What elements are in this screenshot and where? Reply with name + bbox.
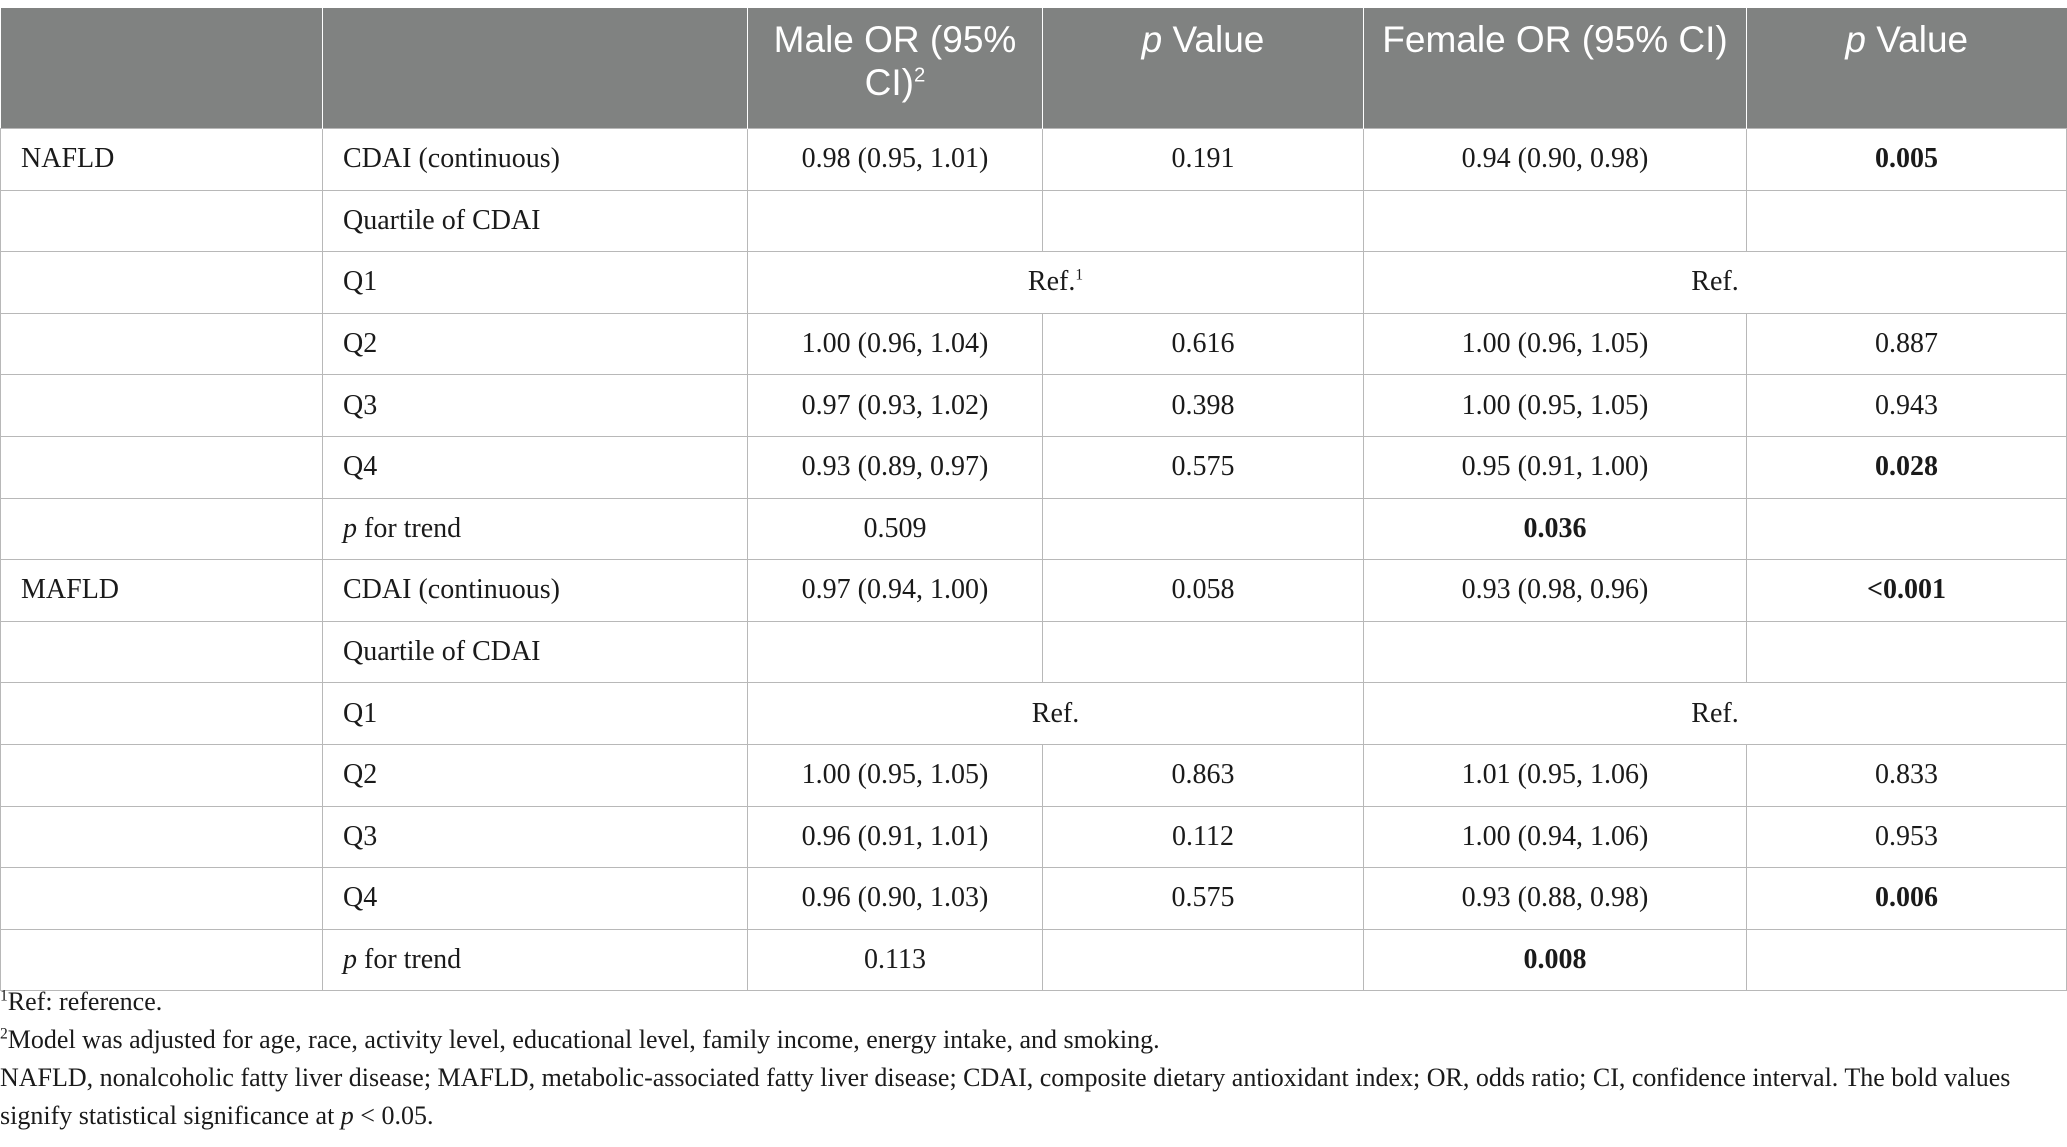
female-p-cell [1747, 929, 2067, 991]
male-p-cell: 0.058 [1043, 560, 1364, 622]
female-trend-cell: 0.008 [1364, 929, 1747, 991]
female-p-cell: 0.833 [1747, 744, 2067, 806]
p-symbol: p [343, 944, 357, 976]
male-or-cell: 0.93 (0.89, 0.97) [748, 436, 1043, 498]
group-label [1, 683, 323, 745]
female-or-cell: 1.00 (0.96, 1.05) [1364, 313, 1747, 375]
female-p-cell [1747, 190, 2067, 252]
group-label: NAFLD [1, 129, 323, 191]
row-label: Q3 [323, 806, 748, 868]
row-label: Q1 [323, 252, 748, 314]
table-row [1, 190, 2067, 252]
table-row [1, 744, 2067, 806]
table-row [1, 621, 2067, 683]
male-or-cell: 0.97 (0.94, 1.00) [748, 560, 1043, 622]
header-female-or: Female OR (95% CI) [1364, 8, 1747, 129]
footnote-marker-1: 1 [1075, 267, 1084, 285]
header-male-or [748, 8, 1043, 129]
group-label [1, 744, 323, 806]
female-or-cell: 0.93 (0.98, 0.96) [1364, 560, 1747, 622]
table-row [1, 929, 2067, 991]
male-or-cell [748, 190, 1043, 252]
header-p-label: Value [1865, 19, 1969, 60]
table-footnotes [0, 983, 2060, 1135]
male-p-cell [1043, 621, 1364, 683]
female-p-cell [1747, 498, 2067, 560]
male-p-cell [1043, 190, 1364, 252]
row-label: Quartile of CDAI [323, 621, 748, 683]
female-p-cell: 0.887 [1747, 313, 2067, 375]
group-label [1, 498, 323, 560]
row-label: Q2 [323, 744, 748, 806]
female-p-cell: 0.943 [1747, 375, 2067, 437]
footnote-text: Model was adjusted for age, race, activity level, educational level, family income, energy intake, and smoking. [7, 1025, 1160, 1054]
male-or-cell: 1.00 (0.96, 1.04) [748, 313, 1043, 375]
female-or-cell: 1.01 (0.95, 1.06) [1364, 744, 1747, 806]
row-label: Q3 [323, 375, 748, 437]
abbreviations-note [0, 1059, 2060, 1135]
header-p-symbol: p [1845, 19, 1866, 60]
footnote-text: < 0.05. [353, 1101, 434, 1130]
male-p-cell: 0.616 [1043, 313, 1364, 375]
female-or-cell: 1.00 (0.95, 1.05) [1364, 375, 1747, 437]
male-p-cell: 0.191 [1043, 129, 1364, 191]
row-label: Q4 [323, 436, 748, 498]
header-exposure [323, 8, 748, 129]
table-row [1, 806, 2067, 868]
female-p-cell: 0.006 [1747, 868, 2067, 930]
group-label [1, 868, 323, 930]
male-p-cell: 0.112 [1043, 806, 1364, 868]
table-row [1, 252, 2067, 314]
table-row [1, 498, 2067, 560]
table-row [1, 683, 2067, 745]
male-ref-cell: Ref. [748, 683, 1364, 745]
male-p-cell: 0.863 [1043, 744, 1364, 806]
results-table-container [0, 8, 2067, 991]
header-female-p [1747, 8, 2067, 129]
header-row [1, 8, 2067, 129]
male-trend-cell: 0.113 [748, 929, 1043, 991]
female-or-cell [1364, 190, 1747, 252]
male-ref-cell [748, 252, 1364, 314]
footnote-text: NAFLD, nonalcoholic fatty liver disease; MAFLD, metabolic-associated fatty liver disease; CDAI, composite dietary antioxidant index; OR, odds ratio; CI, confidence interval. The bold values signify statistical significance at [0, 1063, 2011, 1130]
row-label [323, 498, 748, 560]
female-ref-cell: Ref. [1364, 252, 2067, 314]
male-p-cell: 0.575 [1043, 436, 1364, 498]
header-male-p [1043, 8, 1364, 129]
male-or-cell [748, 621, 1043, 683]
results-table [0, 8, 2067, 991]
group-label [1, 252, 323, 314]
male-or-cell: 0.96 (0.91, 1.01) [748, 806, 1043, 868]
row-label: Q1 [323, 683, 748, 745]
female-p-cell [1747, 621, 2067, 683]
header-outcome [1, 8, 323, 129]
header-male-or-text: Male OR (95% CI) [773, 19, 1017, 103]
p-symbol: p [343, 512, 357, 544]
female-or-cell: 0.94 (0.90, 0.98) [1364, 129, 1747, 191]
row-label: CDAI (continuous) [323, 129, 748, 191]
footnote-marker: 2 [0, 1025, 8, 1043]
table-header [1, 8, 2067, 129]
row-label: CDAI (continuous) [323, 560, 748, 622]
male-trend-cell: 0.509 [748, 498, 1043, 560]
male-p-cell: 0.575 [1043, 868, 1364, 930]
group-label [1, 313, 323, 375]
table-body [1, 129, 2067, 991]
table-row [1, 375, 2067, 437]
p-symbol: p [340, 1101, 354, 1130]
trend-label: for trend [357, 512, 462, 544]
row-label [323, 929, 748, 991]
female-or-cell: 0.95 (0.91, 1.00) [1364, 436, 1747, 498]
male-or-cell: 0.97 (0.93, 1.02) [748, 375, 1043, 437]
male-p-cell [1043, 929, 1364, 991]
table-row [1, 129, 2067, 191]
female-or-cell: 1.00 (0.94, 1.06) [1364, 806, 1747, 868]
female-or-cell: 0.93 (0.88, 0.98) [1364, 868, 1747, 930]
footnote-marker: 1 [0, 987, 8, 1005]
row-label: Q2 [323, 313, 748, 375]
female-p-cell: 0.953 [1747, 806, 2067, 868]
male-p-cell: 0.398 [1043, 375, 1364, 437]
table-row [1, 436, 2067, 498]
female-p-cell: 0.028 [1747, 436, 2067, 498]
female-trend-cell: 0.036 [1364, 498, 1747, 560]
male-p-cell [1043, 498, 1364, 560]
group-label [1, 436, 323, 498]
male-or-cell: 0.96 (0.90, 1.03) [748, 868, 1043, 930]
female-or-cell [1364, 621, 1747, 683]
female-p-cell: 0.005 [1747, 129, 2067, 191]
female-ref-cell: Ref. [1364, 683, 2067, 745]
footnote-text: Ref: reference. [7, 987, 163, 1016]
group-label [1, 190, 323, 252]
footnote-1 [0, 983, 2060, 1021]
footnote-marker-2: 2 [914, 64, 926, 87]
table-row [1, 868, 2067, 930]
header-p-symbol: p [1141, 19, 1163, 60]
group-label [1, 929, 323, 991]
footnote-2 [0, 1021, 2060, 1059]
ref-text: Ref. [1027, 266, 1076, 298]
group-label [1, 621, 323, 683]
trend-label: for trend [357, 944, 462, 976]
row-label: Quartile of CDAI [323, 190, 748, 252]
male-or-cell: 1.00 (0.95, 1.05) [748, 744, 1043, 806]
table-row [1, 313, 2067, 375]
male-or-cell: 0.98 (0.95, 1.01) [748, 129, 1043, 191]
table-row [1, 560, 2067, 622]
row-label: Q4 [323, 868, 748, 930]
group-label [1, 806, 323, 868]
group-label: MAFLD [1, 560, 323, 622]
header-p-label: Value [1162, 19, 1265, 60]
female-p-cell: <0.001 [1747, 560, 2067, 622]
group-label [1, 375, 323, 437]
